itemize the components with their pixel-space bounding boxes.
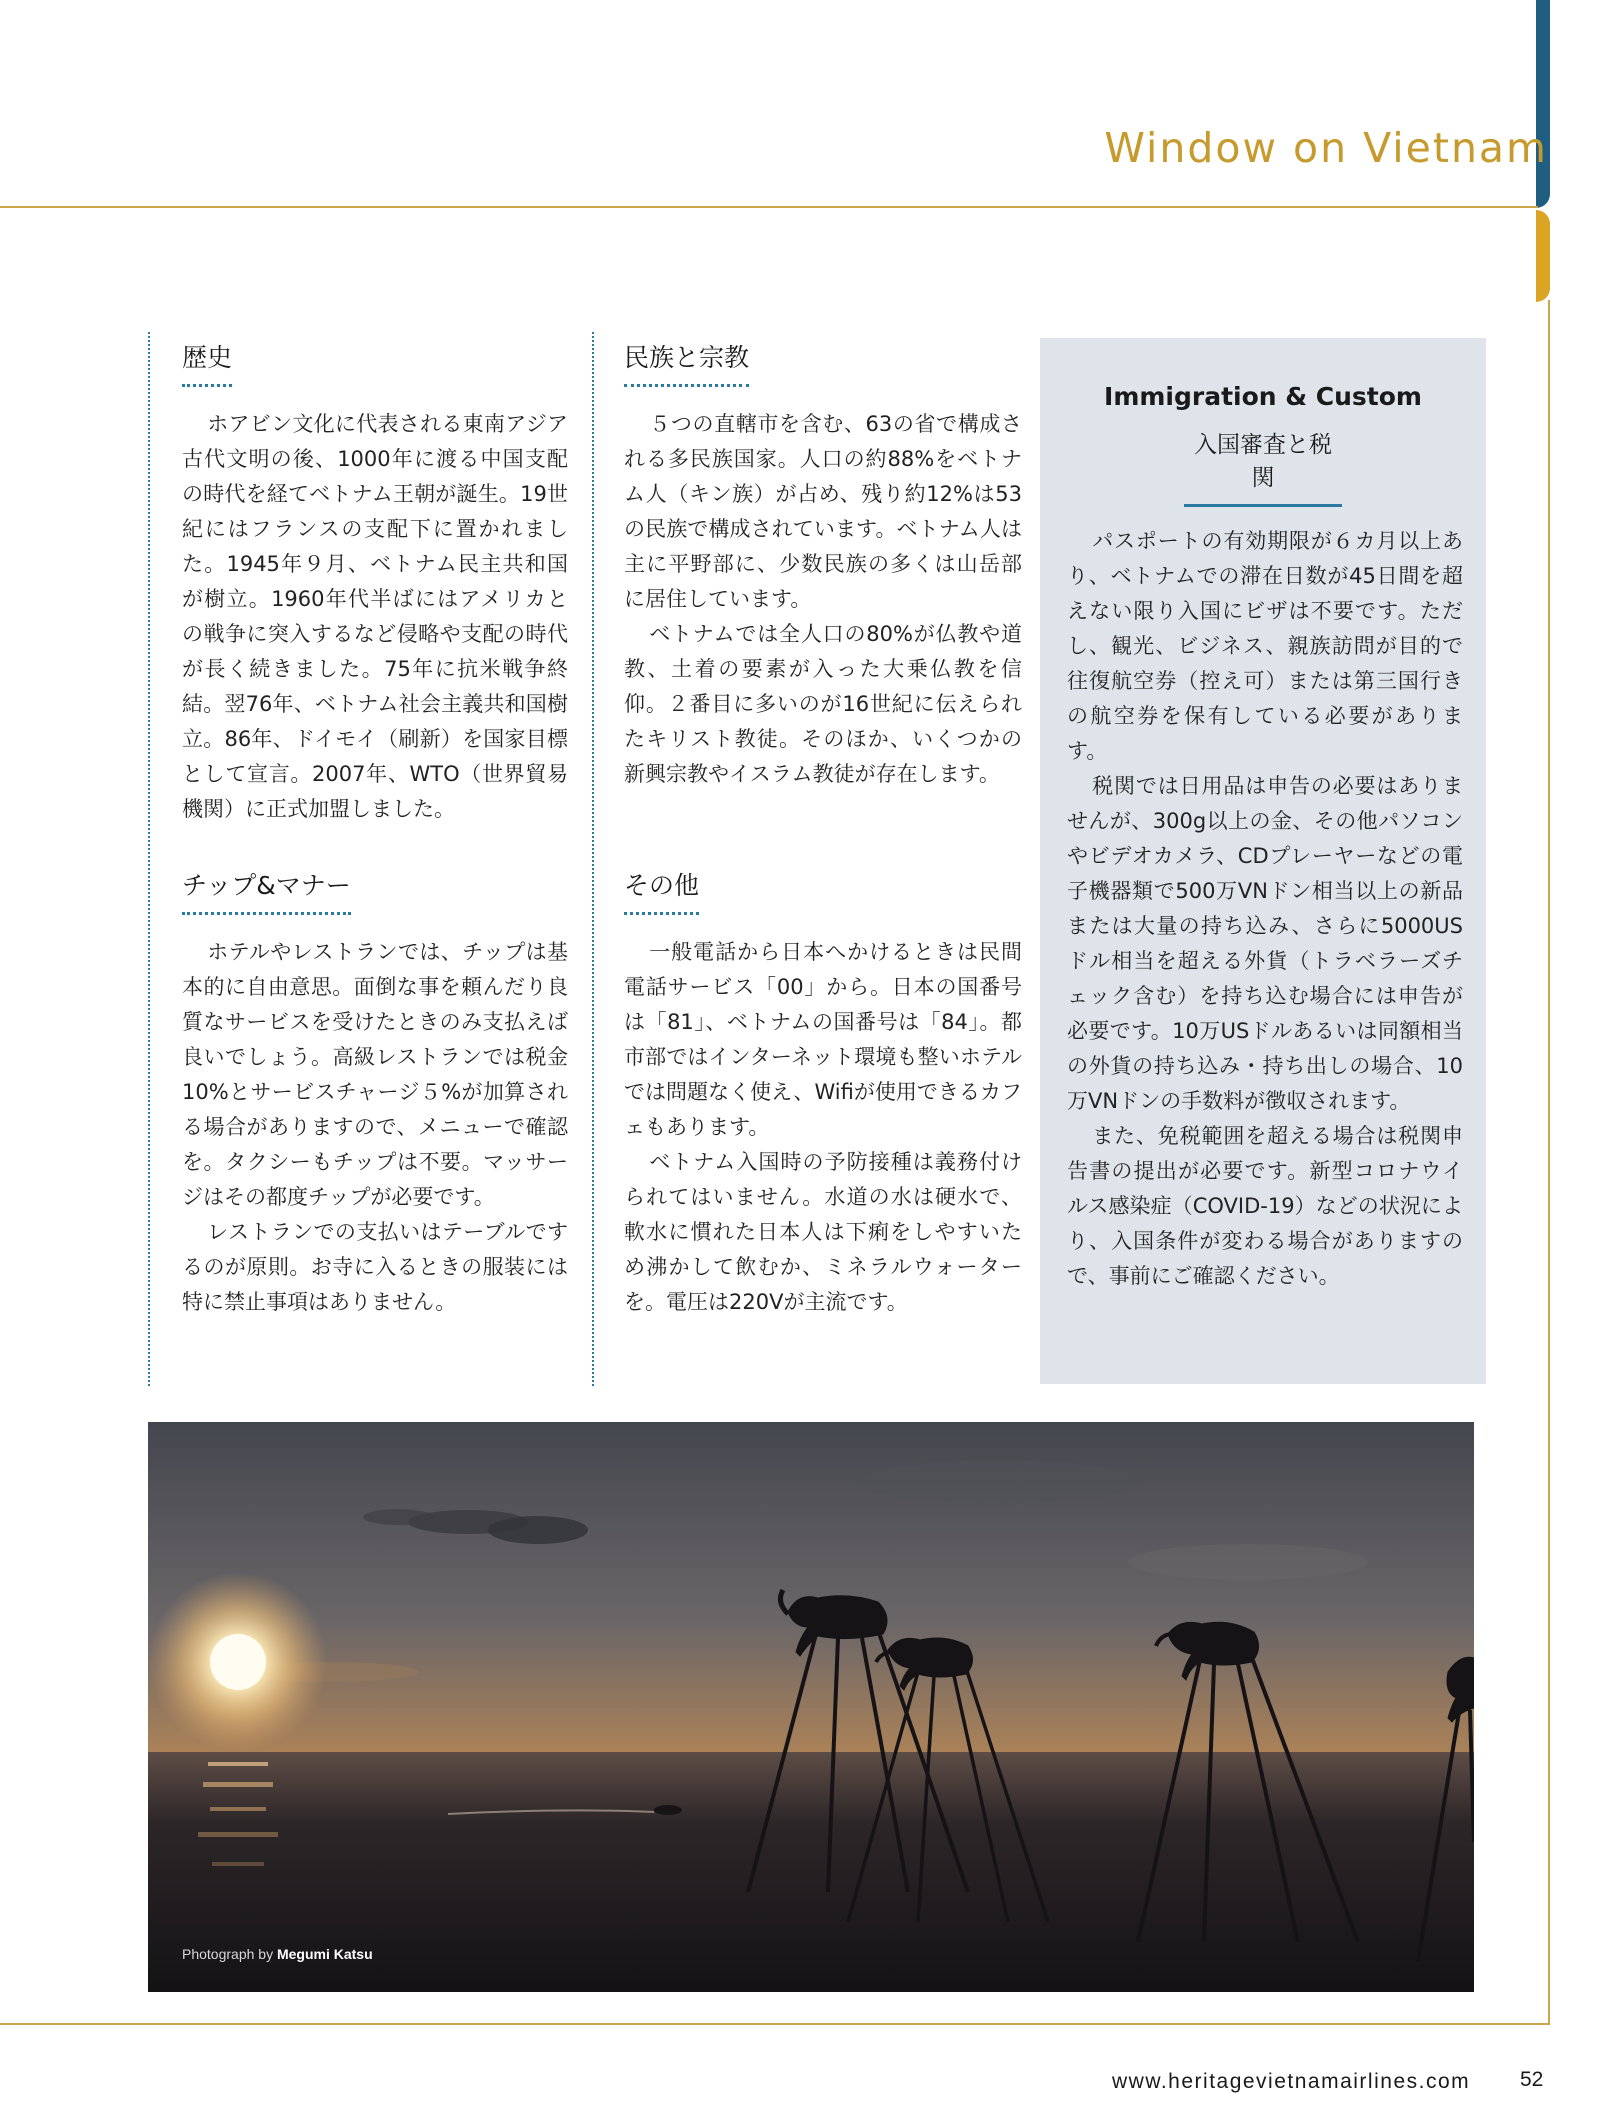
section-tips xyxy=(182,866,568,1320)
section-history xyxy=(182,338,568,827)
section-body xyxy=(624,935,1022,1320)
photo-credit xyxy=(182,1946,373,1962)
section-heading: 民族と宗教 xyxy=(624,338,749,387)
paragraph: ホテルやレストランでは、チップは基本的に自由意思。面倒な事を頼んだり良質なサービスを受けたときのみ支払えば良いでしょう。高級レストランでは税金10%とサービスチャージ５%が加算される場合がありますので、メニューで確認を。タクシーもチップは不要。マッサージはその都度チップが必要です。 xyxy=(182,940,568,1209)
paragraph: ホアビン文化に代表される東南アジア古代文明の後、1000年に渡る中国支配の時代を経てベトナム王朝が誕生。19世紀にはフランスの支配下に置かれました。1945年９月、ベトナム民主共和国が樹立。1960年代半ばにはアメリカとの戦争に突入するなど侵略や支配の時代が長く続きました。75年に抗米戦争終結。翌76年、ベトナム社会主義共和国樹立。86年、ドイモイ（刷新）を国家目標として宣言。2007年、WTO（世界貿易機関）に正式加盟しました。 xyxy=(182,412,568,821)
column-divider-left xyxy=(148,332,150,1386)
paragraph: また、免税範囲を超える場合は税関申告書の提出が必要です。新型コロナウイルス感染症（COVID-19）などの状況により、入国条件が変わる場合がありますので、事前にご確認ください。 xyxy=(1067,1124,1463,1288)
sunset-elephants-photo xyxy=(148,1422,1474,1992)
side-tab-gold xyxy=(1536,210,1550,302)
credit-prefix: Photograph by xyxy=(182,1946,274,1962)
top-tab-blue xyxy=(1536,0,1550,208)
right-rule xyxy=(1548,300,1550,2025)
paragraph: 一般電話から日本へかけるときは民間電話サービス「00」から。日本の国番号は「81」、ベトナムの国番号は「84」。都市部ではインターネット環境も整いホテルでは問題なく使え、Wifiが使用できるカフェもあります。 xyxy=(624,940,1022,1139)
box-body xyxy=(1067,524,1463,1294)
photo-illustration xyxy=(148,1422,1474,1992)
paragraph: レストランでの支払いはテーブルでするのが原則。お寺に入るときの服装には特に禁止事項はありません。 xyxy=(182,1220,568,1314)
section-body xyxy=(182,935,568,1320)
credit-name: Megumi Katsu xyxy=(276,1946,373,1962)
section-heading: チップ&マナー xyxy=(182,866,351,915)
section-ethnicity xyxy=(624,338,1022,792)
box-title: Immigration & Custom xyxy=(1104,382,1422,411)
footer-rule xyxy=(0,2023,1550,2025)
paragraph: ベトナム入国時の予防接種は義務付けられてはいません。水道の水は硬水で、軟水に慣れた日本人は下痢をしやすいため沸かして飲むか、ミネラルウォーターを。電圧は220Vが主流です。 xyxy=(624,1150,1022,1314)
paragraph: パスポートの有効期限が６カ月以上あり、ベトナムでの滞在日数が45日間を超えない限り入国にビザは不要です。ただし、観光、ビジネス、親族訪問が目的で往復航空券（控え可）または第三国行きの航空券を保有している必要があります。 xyxy=(1067,529,1463,763)
header-rule xyxy=(0,206,1538,208)
immigration-box xyxy=(1040,338,1486,1384)
paragraph: 税関では日用品は申告の必要はありませんが、300g以上の金、その他パソコンやビデオカメラ、CDプレーヤーなどの電子機器類で500万VNドン相当以上の新品または大量の持ち込み、さらに5000USドル相当を超える外貨（トラベラーズチェック含む）を持ち込む場合には申告が必要です。10万USドルあるいは同額相当の外貨の持ち込み・持ち出しの場合、10万VNドンの手数料が徴収されます。 xyxy=(1067,774,1463,1113)
box-subtitle: 入国審査と税関 xyxy=(1184,426,1342,507)
page-number: 52 xyxy=(1520,2068,1544,2091)
section-other xyxy=(624,866,1022,1320)
section-heading: 歴史 xyxy=(182,338,232,387)
section-title: Window on Vietnam xyxy=(1104,124,1548,172)
paragraph: ５つの直轄市を含む、63の省で構成される多民族国家。人口の約88%をベトナム人（キン族）が占め、残り約12%は53の民族で構成されています。ベトナム人は主に平野部に、少数民族の多くは山岳部に居住しています。 xyxy=(624,412,1022,611)
section-heading: その他 xyxy=(624,866,699,915)
footer-url[interactable]: www.heritagevietnamairlines.com xyxy=(1112,2070,1471,2093)
paragraph: ベトナムでは全人口の80%が仏教や道教、土着の要素が入った大乗仏教を信仰。２番目に多いのが16世紀に伝えられたキリスト教徒。そのほか、いくつかの新興宗教やイスラム教徒が存在します。 xyxy=(624,622,1022,786)
column-divider-middle xyxy=(592,332,594,1386)
section-body xyxy=(182,407,568,827)
section-body xyxy=(624,407,1022,792)
